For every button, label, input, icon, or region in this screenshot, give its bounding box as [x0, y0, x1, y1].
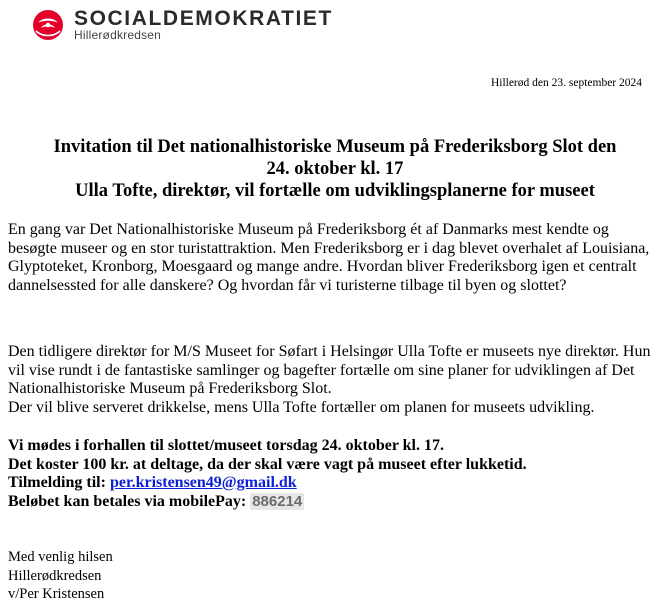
signup-label: Tilmelding til: — [8, 474, 106, 491]
payment-line — [8, 493, 656, 512]
headline-line-3: Ulla Tofte, direktør, vil fortælle om udviklingsplanerne for museet — [75, 181, 595, 201]
speaker-text: Den tidligere direktør for M/S Museet for Søfart i Helsingør Ulla Tofte er museets nye direktør. Hun vil vise rundt i de fantastiske samlinger og bagefter fortælle om sine planer for udviklingen af Det Nationalhistoriske Museum på Frederiksborg Slot. — [8, 343, 651, 397]
headline — [20, 136, 650, 202]
signature — [8, 548, 113, 604]
sender-name: v/Per Kristensen — [8, 586, 105, 602]
drinks-text: Der vil blive serveret drikkelse, mens Ulla Tofte fortæller om planen for museets udvikling. — [8, 398, 595, 416]
details-block — [8, 437, 656, 511]
mobilepay-number: 886214 — [252, 492, 303, 510]
speaker-paragraph — [8, 343, 656, 417]
sender-org: Hillerødkredsen — [8, 567, 102, 584]
brand-name: SOCIALDEMOKRATIET — [74, 7, 333, 30]
signup-line — [8, 474, 656, 493]
meeting-line: Vi mødes i forhallen til slottet/museet torsdag 24. oktober kl. 17. — [8, 437, 444, 454]
headline-line-1: Invitation til Det nationalhistoriske Museum på Frederiksborg Slot den — [53, 137, 617, 157]
intro-paragraph: En gang var Det Nationalhistoriske Museum på Frederiksborg ét af Danmarks mest kendte og besøgte museer og en stor turistattraktion. Men Frederiksborg er i dag blevet overhalet af Louisiana, Glyptoteket, Kronborg, Moesgaard og mange andre. Hvordan bliver Frederiksborg igen et centralt dannelsessted for alle danskere? Og hvordan får vi turisterne tilbage til byen og slottet? — [8, 221, 650, 294]
brand-subtitle: Hillerødkredsen — [74, 28, 162, 42]
rose-icon — [28, 8, 68, 42]
payment-label: Beløbet kan betales via mobilePay: — [8, 492, 247, 510]
cost-line: Det koster 100 kr. at deltage, da der skal være vagt på museet efter lukketid. — [8, 455, 527, 473]
date-line: Hillerød den 23. september 2024 — [490, 77, 642, 89]
greeting: Med venlig hilsen — [8, 549, 113, 565]
logo — [28, 8, 333, 42]
email-link[interactable]: per.kristensen49@gmail.dk — [109, 474, 297, 491]
headline-line-2: 24. oktober kl. 17 — [266, 159, 404, 179]
